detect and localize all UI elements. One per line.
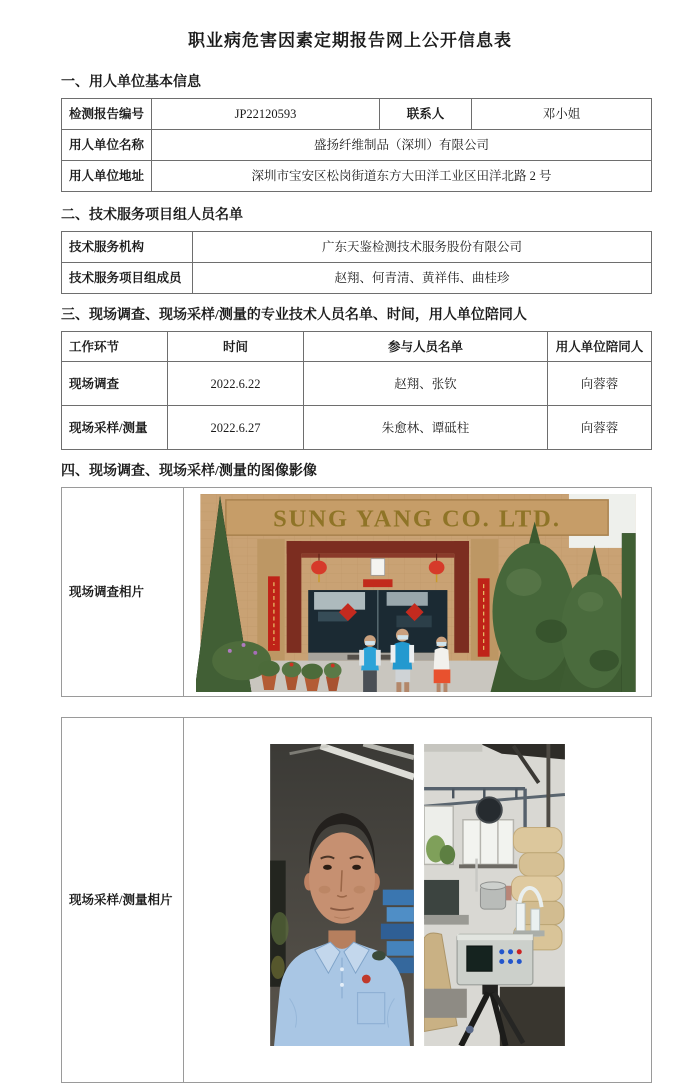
document-body <box>61 74 652 1083</box>
section2-heading: 二、技术服务项目组人员名单 <box>61 208 243 223</box>
table-header-row <box>62 332 652 362</box>
survey-photo-cell <box>184 488 652 697</box>
equipment-photo <box>424 744 565 1046</box>
survey-photo-label: 现场调查相片 <box>62 488 184 697</box>
factory-facade-photo <box>196 494 640 692</box>
service-team-table <box>61 231 652 294</box>
employer-name-label: 用人单位名称 <box>62 130 152 161</box>
companion-value: 向蓉蓉 <box>548 406 652 450</box>
contact-label: 联系人 <box>380 99 472 130</box>
page-title: 职业病危害因素定期报告网上公开信息表 <box>188 31 512 50</box>
people-value: 朱愈林、谭砥柱 <box>304 406 548 450</box>
step-value: 现场采样/测量 <box>62 406 168 450</box>
section4-heading: 四、现场调查、现场采样/测量的图像影像 <box>61 464 317 479</box>
table-row <box>62 232 652 263</box>
agency-label: 技术服务机构 <box>62 232 193 263</box>
table-row <box>62 130 652 161</box>
col-header-step: 工作环节 <box>62 332 168 362</box>
col-header-time: 时间 <box>168 332 304 362</box>
company-sign <box>225 500 607 535</box>
table-row <box>62 406 652 450</box>
employer-addr-value: 深圳市宝安区松岗街道东方大田洋工业区田洋北路 2 号 <box>152 161 652 192</box>
contact-value: 邓小姐 <box>472 99 652 130</box>
table-row <box>62 99 652 130</box>
section3-heading: 三、现场调查、现场采样/测量的专业技术人员名单、时间，用人单位陪同人 <box>61 308 527 323</box>
table-row <box>62 488 652 697</box>
agency-value: 广东天鉴检测技术服务股份有限公司 <box>193 232 652 263</box>
employer-info-table <box>61 98 652 192</box>
time-value: 2022.6.22 <box>168 362 304 406</box>
sampling-photo-table <box>61 717 652 1083</box>
worker-portrait-photo <box>270 744 414 1046</box>
step-value: 现场调查 <box>62 362 168 406</box>
svg-text:SUNG YANG CO. LTD.: SUNG YANG CO. LTD. <box>272 505 561 533</box>
people-value: 赵翔、张钦 <box>304 362 548 406</box>
table-row <box>62 161 652 192</box>
glass-doors <box>308 590 447 653</box>
report-no-label: 检测报告编号 <box>62 99 152 130</box>
table-row <box>62 263 652 294</box>
sampling-scene <box>424 744 565 1046</box>
sampling-photo-cell <box>184 718 652 1083</box>
table-row <box>62 718 652 1083</box>
table-row <box>62 362 652 406</box>
badge-clip <box>372 951 386 961</box>
report-no-value: JP22120593 <box>152 99 380 130</box>
pump-screen <box>467 946 492 971</box>
survey-photo-table <box>61 487 652 697</box>
col-header-companion: 用人单位陪同人 <box>548 332 652 362</box>
shirt-logo <box>362 975 371 984</box>
worker-portrait <box>270 744 414 1046</box>
members-label: 技术服务项目组成员 <box>62 263 193 294</box>
members-value: 赵翔、何青清、黄祥伟、曲桂珍 <box>193 263 652 294</box>
companion-value: 向蓉蓉 <box>548 362 652 406</box>
sampling-photo-label: 现场采样/测量相片 <box>62 718 184 1083</box>
col-header-people: 参与人员名单 <box>304 332 548 362</box>
employer-addr-label: 用人单位地址 <box>62 161 152 192</box>
time-value: 2022.6.27 <box>168 406 304 450</box>
survey-photo <box>196 494 640 692</box>
employer-name-value: 盛扬纤维制品（深圳）有限公司 <box>152 130 652 161</box>
exhaust-fan <box>477 797 502 822</box>
section1-heading: 一、用人单位基本信息 <box>61 75 201 90</box>
fieldwork-table <box>61 331 652 450</box>
